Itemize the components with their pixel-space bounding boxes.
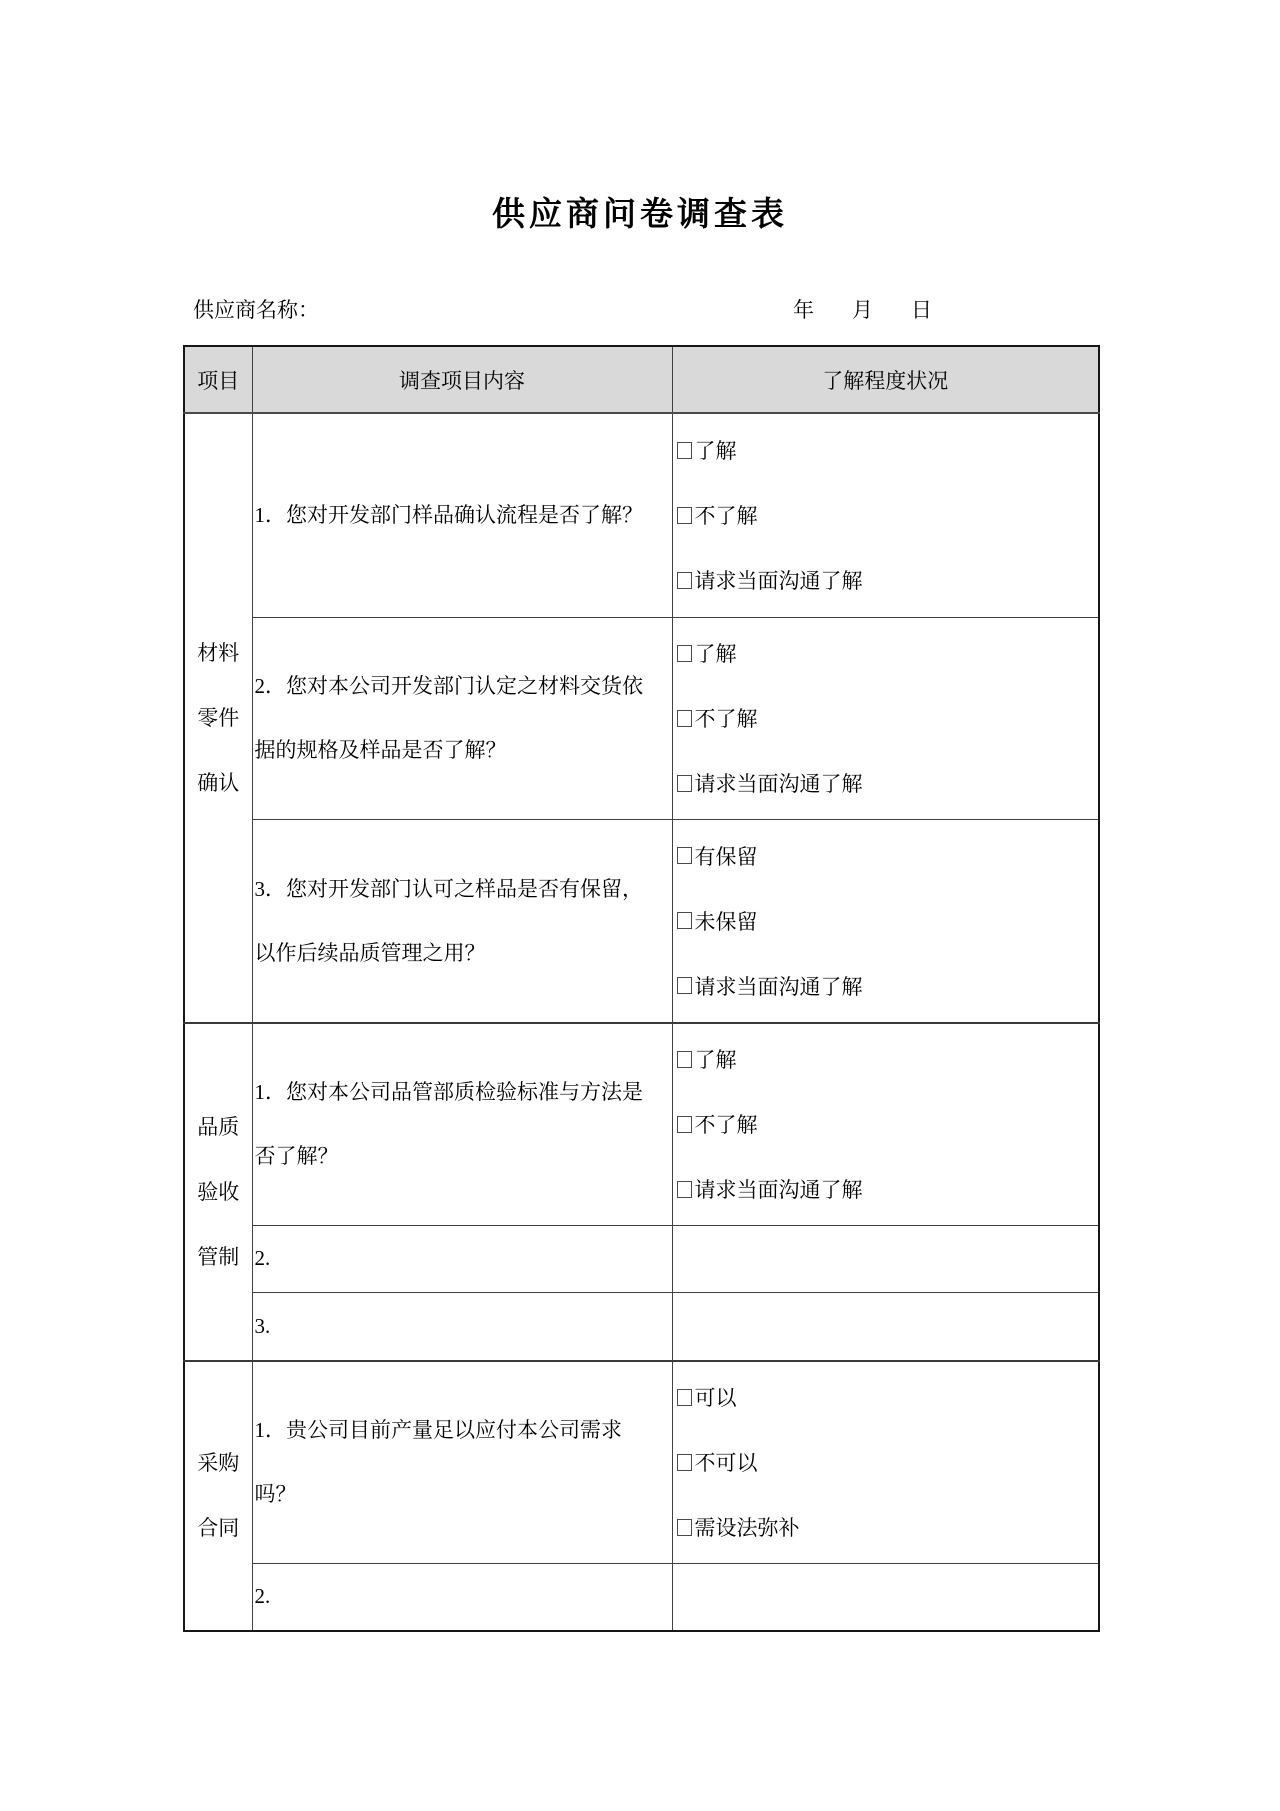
question-cell: 1．您对本公司品管部质检验标准与方法是 否了解？ (252, 1023, 672, 1225)
option-label: 请求当面沟通了解 (694, 974, 863, 999)
checkbox-option[interactable] (677, 621, 1099, 686)
questionnaire-table (183, 345, 1100, 1632)
option-label: 可以 (694, 1386, 737, 1411)
checkbox-icon[interactable] (677, 645, 692, 662)
checkbox-option[interactable] (677, 548, 1099, 613)
option-label: 了解 (694, 642, 737, 666)
option-label: 请求当面沟通了解 (694, 772, 863, 796)
table-row (184, 819, 1099, 1023)
option-label: 请求当面沟通了解 (694, 569, 863, 594)
checkbox-option[interactable] (677, 418, 1099, 483)
checkbox-icon[interactable] (677, 710, 692, 727)
options-cell (672, 819, 1099, 1023)
question-cell: 2. (252, 1563, 672, 1631)
options-cell (672, 1292, 1099, 1361)
checkbox-icon[interactable] (677, 1181, 692, 1198)
section-label-materials: 材料 零件 确认 (184, 413, 252, 1023)
options-cell (672, 413, 1099, 617)
table-row (184, 617, 1099, 819)
options-cell (672, 1023, 1099, 1225)
checkbox-option[interactable] (677, 1027, 1099, 1092)
question-cell: 1．贵公司目前产量足以应付本公司需求 吗？ (252, 1361, 672, 1563)
checkbox-option[interactable] (677, 953, 1099, 1018)
checkbox-icon[interactable] (677, 442, 692, 459)
question-cell: 3．您对开发部门认可之样品是否有保留， 以作后续品质管理之用？ (252, 819, 672, 1023)
question-cell: 3. (252, 1292, 672, 1361)
checkbox-option[interactable] (677, 1495, 1099, 1560)
checkbox-icon[interactable] (677, 977, 692, 994)
checkbox-icon[interactable] (677, 775, 692, 792)
question-cell: 2．您对本公司开发部门认定之材料交货依 据的规格及样品是否了解？ (252, 617, 672, 819)
table-row (184, 1292, 1099, 1361)
option-label: 未保留 (694, 909, 758, 934)
checkbox-option[interactable] (677, 888, 1099, 953)
option-label: 了解 (694, 1048, 737, 1073)
checkbox-option[interactable] (677, 1430, 1099, 1495)
option-label: 不可以 (694, 1451, 758, 1476)
option-label: 不了解 (694, 504, 758, 529)
checkbox-option[interactable] (677, 1365, 1099, 1430)
table-row (184, 1361, 1099, 1563)
header-content: 调查项目内容 (252, 346, 672, 413)
options-cell (672, 1361, 1099, 1563)
option-label: 了解 (694, 439, 737, 464)
date-day-label: 日 (911, 298, 932, 322)
supplier-name-label: 供应商名称： (193, 298, 319, 322)
option-label: 有保留 (694, 844, 758, 869)
date-month-label: 月 (852, 298, 873, 322)
option-label: 需设法弥补 (694, 1516, 800, 1541)
option-label: 不了解 (694, 707, 758, 731)
checkbox-icon[interactable] (677, 507, 692, 524)
header-item: 项目 (184, 346, 252, 413)
option-label: 不了解 (694, 1113, 758, 1138)
table-row (184, 1563, 1099, 1631)
option-label: 请求当面沟通了解 (694, 1178, 863, 1203)
meta-row (0, 294, 1280, 324)
checkbox-option[interactable] (677, 483, 1099, 548)
date-year-label: 年 (793, 298, 814, 322)
section-label-quality: 品质 验收 管制 (184, 1023, 252, 1361)
section-label-purchasing: 采购 合同 (184, 1361, 252, 1631)
question-cell: 1．您对开发部门样品确认流程是否了解？ (252, 413, 672, 617)
checkbox-icon[interactable] (677, 1051, 692, 1068)
checkbox-option[interactable] (677, 1157, 1099, 1222)
checkbox-icon[interactable] (677, 847, 692, 864)
options-cell (672, 1563, 1099, 1631)
checkbox-icon[interactable] (677, 1116, 692, 1133)
checkbox-option[interactable] (677, 1092, 1099, 1157)
table-row (184, 1225, 1099, 1292)
checkbox-icon[interactable] (677, 572, 692, 589)
options-cell (672, 617, 1099, 819)
checkbox-option[interactable] (677, 686, 1099, 751)
table-row (184, 1023, 1099, 1225)
table-row (184, 413, 1099, 617)
table-header-row (184, 346, 1099, 413)
checkbox-icon[interactable] (677, 1454, 692, 1471)
header-status: 了解程度状况 (672, 346, 1099, 413)
question-cell: 2. (252, 1225, 672, 1292)
checkbox-option[interactable] (677, 823, 1099, 888)
checkbox-icon[interactable] (677, 912, 692, 929)
checkbox-icon[interactable] (677, 1389, 692, 1406)
page-title: 供应商问卷调查表 (492, 195, 788, 232)
options-cell (672, 1225, 1099, 1292)
checkbox-icon[interactable] (677, 1519, 692, 1536)
date-fields (793, 294, 932, 324)
checkbox-option[interactable] (677, 751, 1099, 816)
